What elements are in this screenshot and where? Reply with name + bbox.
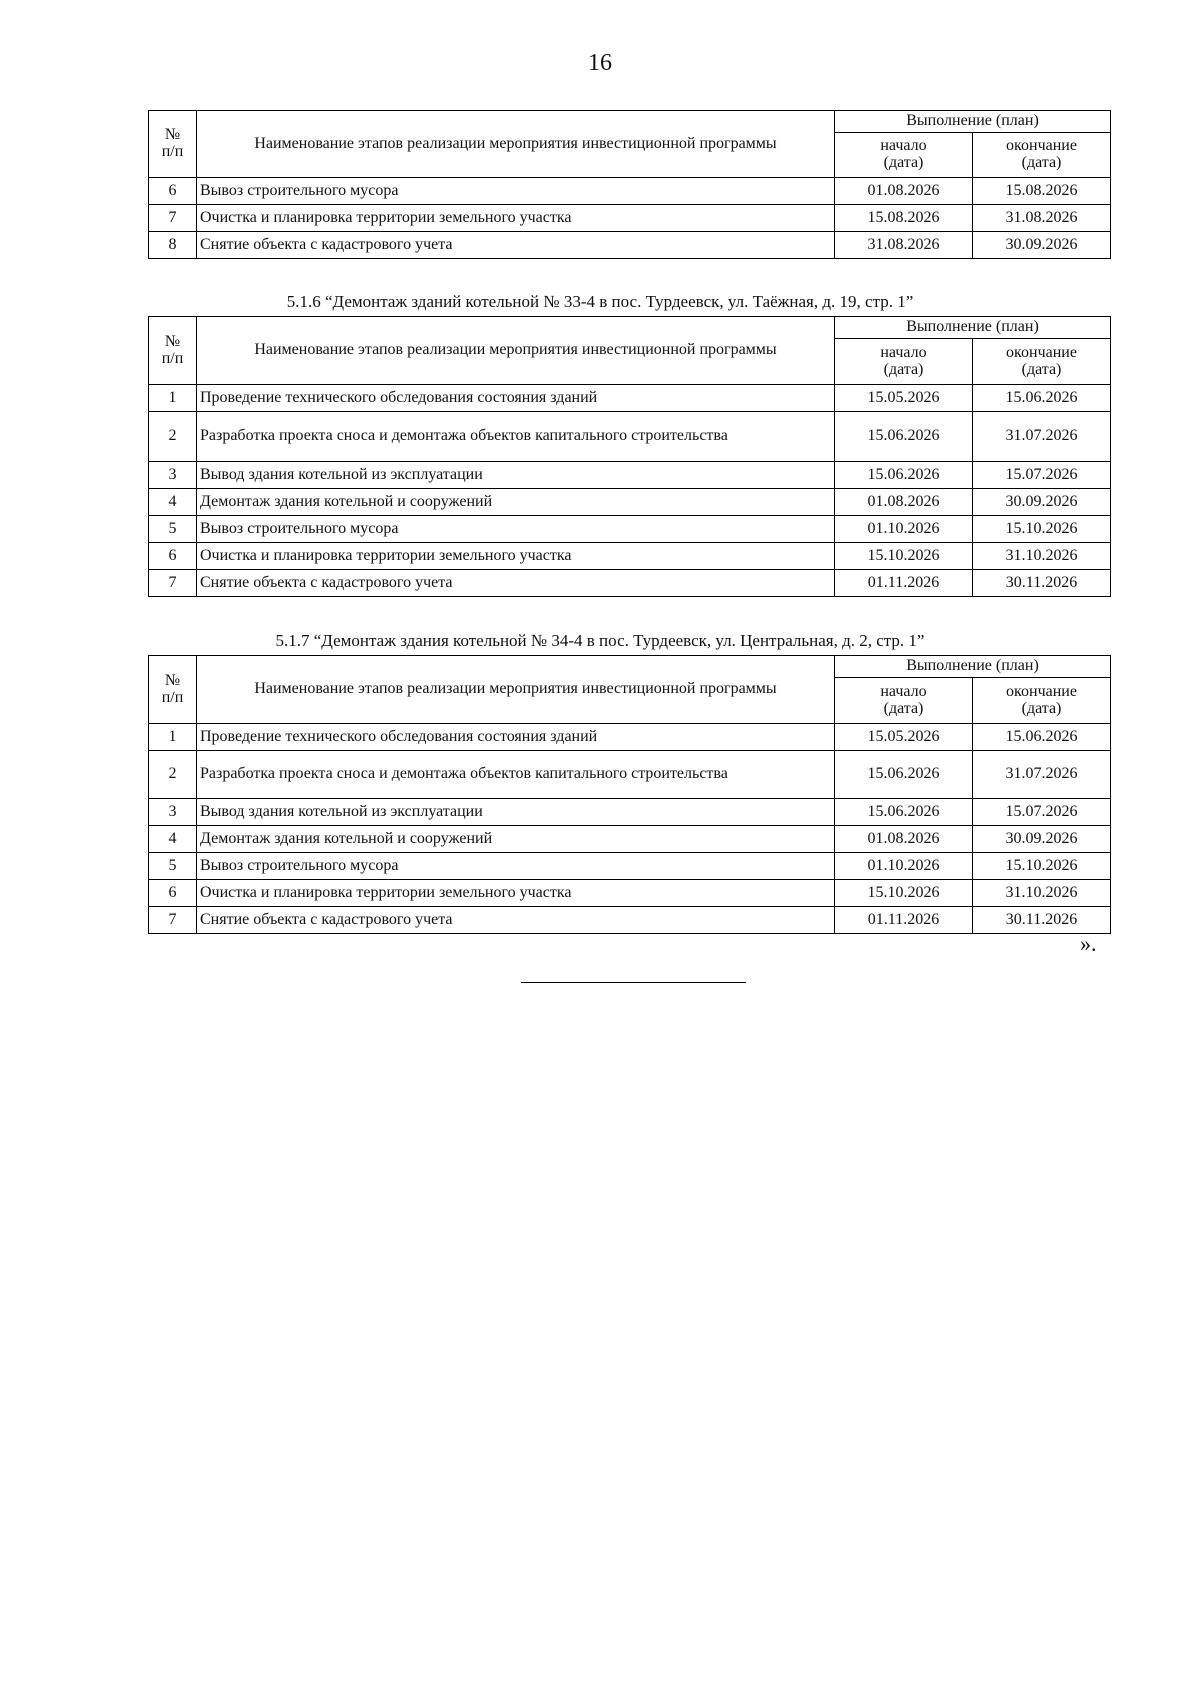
header-end-date: окончание (дата) <box>973 133 1111 178</box>
row-stage-name: Демонтаж здания котельной и сооружений <box>197 826 835 853</box>
table-row <box>149 907 1111 934</box>
row-start-date: 01.08.2026 <box>835 178 973 205</box>
table-row <box>149 205 1111 232</box>
row-start-date: 01.10.2026 <box>835 853 973 880</box>
row-end-date: 15.07.2026 <box>973 462 1111 489</box>
header-stage-name: Наименование этапов реализации мероприятия инвестиционной программы <box>197 317 835 385</box>
row-start-date: 31.08.2026 <box>835 232 973 259</box>
row-start-date: 15.06.2026 <box>835 799 973 826</box>
row-end-date: 15.08.2026 <box>973 178 1111 205</box>
row-end-date: 15.07.2026 <box>973 799 1111 826</box>
stages-table-continued <box>148 110 1111 259</box>
table-row <box>149 880 1111 907</box>
row-stage-name: Снятие объекта с кадастрового учета <box>197 232 835 259</box>
row-start-date: 15.08.2026 <box>835 205 973 232</box>
row-end-date: 31.08.2026 <box>973 205 1111 232</box>
row-start-date: 01.11.2026 <box>835 570 973 597</box>
row-stage-name: Проведение технического обследования состояния зданий <box>197 724 835 751</box>
table-row <box>149 853 1111 880</box>
header-start-date: начало (дата) <box>835 339 973 385</box>
header-num: № п/п <box>149 656 197 724</box>
table-row <box>149 724 1111 751</box>
end-divider <box>521 982 746 983</box>
row-stage-name: Разработка проекта сноса и демонтажа объектов капитального строительства <box>197 412 835 462</box>
row-start-date: 15.05.2026 <box>835 385 973 412</box>
table-row <box>149 570 1111 597</box>
section-title-5-1-7: 5.1.7 “Демонтаж здания котельной № 34-4 в пос. Турдеевск, ул. Центральная, д. 2, стр. 1” <box>275 631 925 650</box>
row-end-date: 30.09.2026 <box>973 232 1111 259</box>
row-start-date: 15.06.2026 <box>835 751 973 799</box>
row-end-date: 30.11.2026 <box>973 907 1111 934</box>
stages-table-5-1-7 <box>148 655 1111 934</box>
row-stage-name: Вывод здания котельной из эксплуатации <box>197 799 835 826</box>
row-stage-name: Вывоз строительного мусора <box>197 516 835 543</box>
row-num: 4 <box>149 826 197 853</box>
row-num: 6 <box>149 178 197 205</box>
section-title-5-1-6: 5.1.6 “Демонтаж зданий котельной № 33-4 в пос. Турдеевск, ул. Таёжная, д. 19, стр. 1” <box>286 292 914 311</box>
row-num: 2 <box>149 412 197 462</box>
header-stage-name: Наименование этапов реализации мероприятия инвестиционной программы <box>197 656 835 724</box>
table-row <box>149 232 1111 259</box>
header-stage-name: Наименование этапов реализации мероприятия инвестиционной программы <box>197 111 835 178</box>
row-num: 2 <box>149 751 197 799</box>
row-end-date: 31.10.2026 <box>973 880 1111 907</box>
row-end-date: 31.07.2026 <box>973 751 1111 799</box>
row-stage-name: Вывоз строительного мусора <box>197 178 835 205</box>
row-end-date: 30.09.2026 <box>973 826 1111 853</box>
header-start-date: начало (дата) <box>835 133 973 178</box>
header-end-date: окончание (дата) <box>973 678 1111 724</box>
table-row <box>149 751 1111 799</box>
row-start-date: 01.10.2026 <box>835 516 973 543</box>
row-num: 6 <box>149 880 197 907</box>
header-num: № п/п <box>149 317 197 385</box>
table-row <box>149 516 1111 543</box>
row-stage-name: Снятие объекта с кадастрового учета <box>197 570 835 597</box>
row-stage-name: Очистка и планировка территории земельного участка <box>197 543 835 570</box>
header-start-date: начало (дата) <box>835 678 973 724</box>
row-end-date: 31.10.2026 <box>973 543 1111 570</box>
page-number: 16 <box>588 50 612 76</box>
row-stage-name: Очистка и планировка территории земельного участка <box>197 205 835 232</box>
row-end-date: 15.10.2026 <box>973 853 1111 880</box>
row-end-date: 30.11.2026 <box>973 570 1111 597</box>
row-num: 3 <box>149 462 197 489</box>
row-start-date: 15.06.2026 <box>835 412 973 462</box>
row-end-date: 31.07.2026 <box>973 412 1111 462</box>
row-num: 4 <box>149 489 197 516</box>
table-row <box>149 543 1111 570</box>
row-start-date: 15.06.2026 <box>835 462 973 489</box>
row-num: 7 <box>149 205 197 232</box>
row-num: 6 <box>149 543 197 570</box>
header-end-date: окончание (дата) <box>973 339 1111 385</box>
row-end-date: 30.09.2026 <box>973 489 1111 516</box>
row-stage-name: Демонтаж здания котельной и сооружений <box>197 489 835 516</box>
row-num: 3 <box>149 799 197 826</box>
header-execution: Выполнение (план) <box>835 317 1111 339</box>
row-start-date: 01.08.2026 <box>835 489 973 516</box>
header-execution: Выполнение (план) <box>835 111 1111 133</box>
row-start-date: 01.11.2026 <box>835 907 973 934</box>
row-start-date: 01.08.2026 <box>835 826 973 853</box>
stages-table-5-1-6 <box>148 316 1111 597</box>
row-start-date: 15.10.2026 <box>835 880 973 907</box>
row-num: 1 <box>149 724 197 751</box>
row-stage-name: Очистка и планировка территории земельного участка <box>197 880 835 907</box>
row-num: 8 <box>149 232 197 259</box>
row-end-date: 15.06.2026 <box>973 385 1111 412</box>
row-stage-name: Разработка проекта сноса и демонтажа объектов капитального строительства <box>197 751 835 799</box>
table-row <box>149 412 1111 462</box>
row-num: 7 <box>149 570 197 597</box>
row-end-date: 15.06.2026 <box>973 724 1111 751</box>
header-execution: Выполнение (план) <box>835 656 1111 678</box>
table-row <box>149 799 1111 826</box>
table-row <box>149 826 1111 853</box>
table-row <box>149 178 1111 205</box>
row-stage-name: Снятие объекта с кадастрового учета <box>197 907 835 934</box>
row-num: 5 <box>149 853 197 880</box>
row-stage-name: Вывод здания котельной из эксплуатации <box>197 462 835 489</box>
row-num: 7 <box>149 907 197 934</box>
table-row <box>149 385 1111 412</box>
row-stage-name: Вывоз строительного мусора <box>197 853 835 880</box>
row-num: 1 <box>149 385 197 412</box>
row-end-date: 15.10.2026 <box>973 516 1111 543</box>
closing-quote-mark: ». <box>1080 931 1097 956</box>
row-num: 5 <box>149 516 197 543</box>
row-stage-name: Проведение технического обследования состояния зданий <box>197 385 835 412</box>
row-start-date: 15.10.2026 <box>835 543 973 570</box>
header-num: № п/п <box>149 111 197 178</box>
row-start-date: 15.05.2026 <box>835 724 973 751</box>
table-row <box>149 462 1111 489</box>
table-row <box>149 489 1111 516</box>
